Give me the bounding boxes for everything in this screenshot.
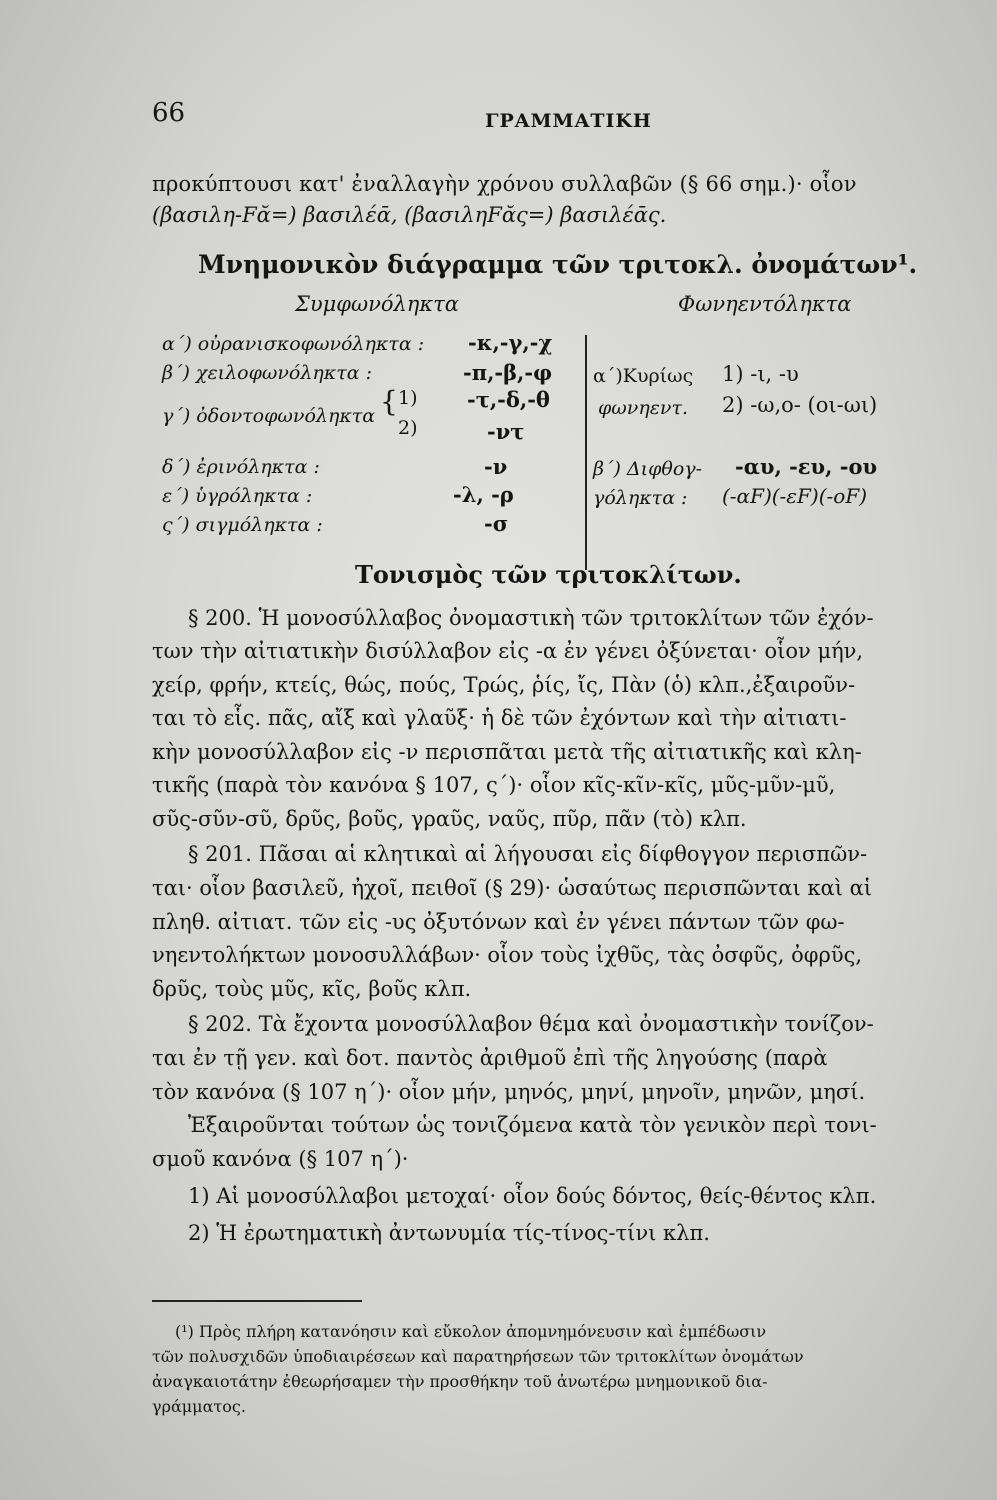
kyrios-ending: 2) -ω,ο- (οι-ωι) xyxy=(722,393,878,417)
diagram-row-endings: -κ,-γ,-χ xyxy=(468,330,553,355)
body-line: των τὴν αἰτιατικὴν δισύλλαβον εἰς -α ἐν γένει ὀξύνεται· οἷον μήν, xyxy=(152,639,864,663)
footnote-line: γράμματος. xyxy=(152,1397,246,1416)
body-line: § 202. Τὰ ἔχοντα μονοσύλλαβον θέμα καὶ ὀνομαστικὴν τονίζον- xyxy=(188,1012,874,1036)
diphthong-ending: (-αF)(-εF)(-οF) xyxy=(722,484,867,508)
diphthong-label: β΄) Διφθογ- xyxy=(593,458,703,480)
intro-line-1: προκύπτουσι κατ' ἐναλλαγὴν χρόνου συλλαβῶν (§ 66 σημ.)· οἷον xyxy=(152,172,857,196)
footnote-line: (¹) Πρὸς πλήρη κατανόησιν καὶ εὔκολον ἀπομνημόνευσιν καὶ ἐμπέδωσιν xyxy=(175,1322,767,1341)
diagram-row-label: γ΄) ὀδοντοφωνόληκτα xyxy=(162,405,376,427)
diagram-row-endings: -τ,-δ,-θ xyxy=(467,387,550,412)
diphthong-ending: -αυ, -ευ, -ου xyxy=(735,454,878,479)
diagram-row-endings: -σ xyxy=(484,511,509,536)
diagram-row-label: β΄) χειλοφωνόληκτα : xyxy=(162,362,373,384)
diagram-row-endings: -λ, -ρ xyxy=(453,482,514,507)
body-line: ται· οἷον βασιλεῦ, ἠχοῖ, πειθοῖ (§ 29)· ὡσαύτως περισπῶνται καὶ αἱ xyxy=(152,876,873,900)
diagram-row-endings: -ντ xyxy=(487,419,525,444)
right-column-header: Φωνηεντόληκτα xyxy=(678,292,852,316)
kyrios-label: α΄)Κυρίως xyxy=(593,365,694,387)
body-line: χείρ, φρήν, κτείς, θώς, πούς, Τρώς, ῥίς, ἴς, Πὰν (ὁ) κλπ.,ἐξαιροῦν- xyxy=(152,673,856,697)
page-number: 66 xyxy=(152,98,186,128)
diagram-row-label: ς΄) σιγμόληκτα : xyxy=(162,514,323,536)
body-line: πληθ. αἰτιατ. τῶν εἰς -υς ὀξυτόνων καὶ ἐν γένει πάντων τῶν φω- xyxy=(152,910,845,934)
diagram-row-endings: -ν xyxy=(484,454,508,479)
body-line: ται ἐν τῇ γεν. καὶ δοτ. παντὸς ἀριθμοῦ ἐπὶ τῆς ληγούσης (παρὰ xyxy=(152,1046,828,1070)
footnote-rule xyxy=(152,1300,362,1302)
diagram-row-endings: -π,-β,-φ xyxy=(463,360,553,385)
body-line: 2) Ἡ ἐρωτηματικὴ ἀντωνυμία τίς-τίνος-τίνι κλπ. xyxy=(188,1221,710,1245)
left-column-header: Συμφωνόληκτα xyxy=(295,292,459,316)
body-line: σῦς-σῦν-σῦ, δρῦς, βοῦς, γραῦς, ναῦς, πῦρ, πᾶν (τὸ) κλπ. xyxy=(152,807,747,831)
section-title: Τονισμὸς τῶν τριτοκλίτων. xyxy=(355,560,742,589)
body-line: 1) Αἱ μονοσύλλαβοι μετοχαί· οἷον δούς δόντος, θείς-θέντος κλπ. xyxy=(188,1184,877,1208)
diagram-sub-number: 2) xyxy=(398,417,418,439)
body-line: νηεντολήκτων μονοσυλλάβων· οἷον τοὺς ἰχθῦς, τὰς ὀσφῦς, ὀφρῦς, xyxy=(152,943,863,967)
diagram-row-label: ε΄) ὑγρόληκτα : xyxy=(162,485,313,507)
body-line: σμοῦ κανόνα (§ 107 η΄)· xyxy=(152,1147,409,1171)
diagram-row-label: δ΄) ἐρινόληκτα : xyxy=(162,456,320,478)
running-title: ΓΡΑΜΜΑΤΙΚΗ xyxy=(485,110,652,132)
kyrios-label: φωνηεντ. xyxy=(598,397,689,419)
body-line: Ἐξαιροῦνται τούτων ὡς τονιζόμενα κατὰ τὸν γενικὸν περὶ τονι- xyxy=(188,1113,877,1137)
footnote-line: ἀναγκαιοτάτην ἐθεωρήσαμεν τὴν προσθήκην τοῦ ἀνωτέρω μνημονικοῦ δια- xyxy=(152,1372,768,1391)
body-line: τικῆς (παρὰ τὸν κανόνα § 107, ς΄)· οἷον κῖς-κῖν-κῖς, μῦς-μῦν-μῦ, xyxy=(152,773,836,797)
intro-line-2: (βασιλη-Fᾰ=) βασιλέᾱ, (βασιληFᾰς=) βασιλέᾱς. xyxy=(152,203,667,227)
diagram-sub-number: 1) xyxy=(398,387,418,409)
brace-symbol: { xyxy=(380,385,398,418)
kyrios-ending: 1) -ι, -υ xyxy=(722,362,799,386)
body-line: § 201. Πᾶσαι αἱ κλητικαὶ αἱ λήγουσαι εἰς δίφθογγον περισπῶν- xyxy=(188,842,868,866)
diagram-title: Μνημονικὸν διάγραμμα τῶν τριτοκλ. ὀνομάτων¹. xyxy=(198,250,918,279)
diphthong-label: γόληκτα : xyxy=(593,487,688,509)
diagram-row-label: α΄) οὐρανισκοφωνόληκτα : xyxy=(162,333,425,355)
body-line: § 200. Ἡ μονοσύλλαβος ὀνομαστικὴ τῶν τριτοκλίτων τῶν ἐχόν- xyxy=(188,606,874,630)
body-line: ται τὸ εἷς. πᾶς, αἴξ καὶ γλαῦξ· ἡ δὲ τῶν ἐχόντων καὶ τὴν αἰτιατι- xyxy=(152,706,847,730)
body-line: κὴν μονοσύλλαβον εἰς -ν περισπᾶται μετὰ τῆς αἰτιατικῆς καὶ κλη- xyxy=(152,740,862,764)
footnote-line: τῶν πολυσχιδῶν ὑποδιαιρέσεων καὶ παρατηρήσεων τῶν τριτοκλίτων ὀνομάτων xyxy=(152,1347,804,1366)
body-line: δρῦς, τοὺς μῦς, κῖς, βοῦς κλπ. xyxy=(152,977,472,1001)
diagram-divider xyxy=(585,335,587,570)
body-line: τὸν κανόνα (§ 107 η΄)· οἷον μήν, μηνός, μηνί, μηνοῖν, μηνῶν, μησί. xyxy=(152,1080,866,1104)
